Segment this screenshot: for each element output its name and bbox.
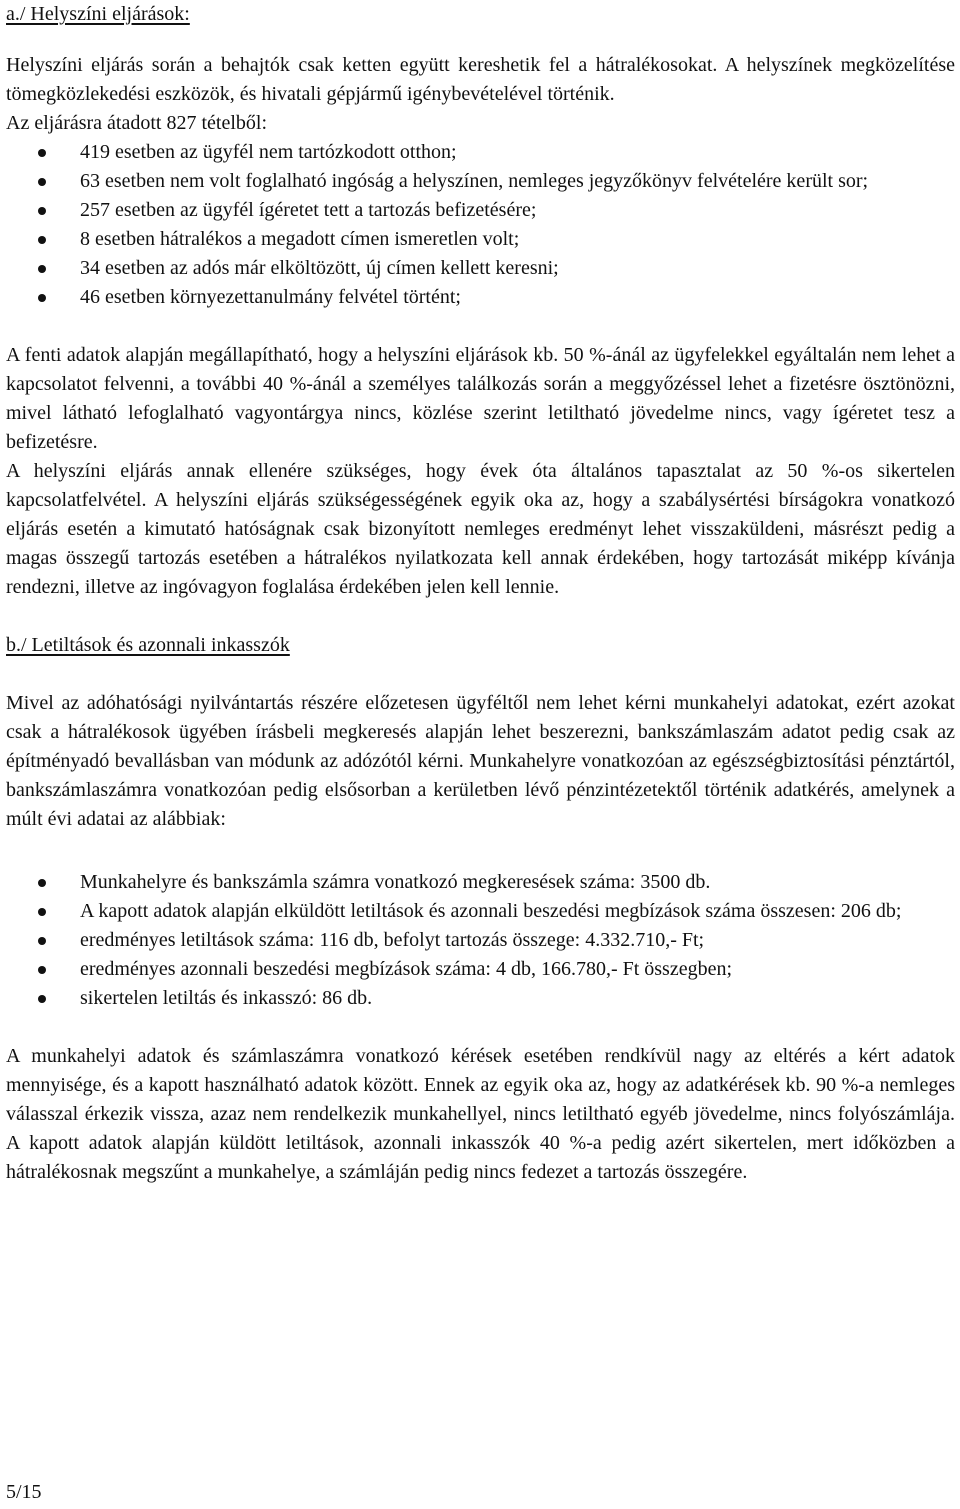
list-item: sikertelen letiltás és inkasszó: 86 db. [6,984,955,1013]
list-item: A kapott adatok alapján elküldött letiltások és azonnali beszedési megbízások száma összesen: 206 db; [6,897,955,926]
section-b-intro: Mivel az adóhatósági nyilvántartás részére előzetesen ügyféltől nem lehet kérni munkahelyi adatokat, ezért azokat csak a hátralékosok ügyében írásbeli megkeresés alapján lehet beszerezni, bankszámlaszám adatot pedig csak az építményadó bevallásban van módunk az adózótól kérni. Munkahelyre vonatkozóan az egészségbiztosítási pénztártól, bankszámlaszámra vonatkozóan pedig elsősorban a kerületben lévő pénzintézetektől történik adatkérés, amelynek a múlt évi adatai az alábbiak: [6,692,955,830]
list-item: Munkahelyre és bankszámla számra vonatkozó megkeresések száma: 3500 db. [6,868,955,897]
list-item: 46 esetben környezettanulmány felvétel történt; [6,283,955,312]
section-a-necessity: A helyszíni eljárás annak ellenére szükséges, hogy évek óta általános tapasztalat az 50 %-os sikertelen kapcsolatfelvétel. A helyszíni eljárás szükségességének egyik oka az, hogy a szabálysértési bírságokra vonatkozó eljárás esetén a kimutató hatóságnak csak bizonyított nemleges eredményt lehet visszaküldeni, másrészt pedig a magas összegű tartozás esetében a hátralékos nyilatkozata kell annak érdekében, hogy tartozását miképp kívánja rendezni, illetve az ingóvagyon foglalása érdekében jelen kell lennie. [6,460,955,598]
list-item: eredményes azonnali beszedési megbízások száma: 4 db, 166.780,- Ft összegben; [6,955,955,984]
section-a-intro: Helyszíni eljárás során a behajtók csak ketten együtt kereshetik fel a hátralékosokat. A helyszínek megközelítése tömegközlekedési eszközök, és hivatali gépjármű igénybevételével történik. [6,54,955,105]
section-a-heading: a./ Helyszíni eljárások: [6,3,190,25]
list-item: 419 esetben az ügyfél nem tartózkodott otthon; [6,138,955,167]
list-item: 34 esetben az adós már elköltözött, új címen kellett keresni; [6,254,955,283]
page-number: 5/15 [6,1481,42,1503]
section-b-heading: b./ Letiltások és azonnali inkasszók [6,634,290,656]
list-item: eredményes letiltások száma: 116 db, befolyt tartozás összege: 4.332.710,- Ft; [6,926,955,955]
section-a-conclusion: A fenti adatok alapján megállapítható, hogy a helyszíni eljárások kb. 50 %-ánál az ügyfelekkel egyáltalán nem lehet a kapcsolatot felvenni, a további 40 %-ánál a személyes találkozás során a meggyőzéssel lehet a fizetésre ösztönözni, mivel látható lefoglalható vagyontárgya nincs, közlése szerint letiltható jövedelme nincs, vagy ígéretet tesz a befizetésre. [6,344,955,453]
list-item: 63 esetben nem volt foglalható ingóság a helyszínen, nemleges jegyzőkönyv felvételére került sor; [6,167,955,196]
list-item: 257 esetben az ügyfél ígéretet tett a tartozás befizetésére; [6,196,955,225]
list-item: 8 esetben hátralékos a megadott címen ismeretlen volt; [6,225,955,254]
section-b-conclusion: A munkahelyi adatok és számlaszámra vonatkozó kérések esetében rendkívül nagy az eltérés a kért adatok mennyisége, és a kapott használható adatok között. Ennek az egyik oka az, hogy az adatkérések kb. 90 %-a nemleges válasszal érkezik vissza, azaz nem rendelkezik munkahellyel, nincs letiltható egyéb jövedelme, nincs folyószámlája. A kapott adatok alapján küldött letiltások, azonnali inkasszók 40 %-a pedig azért sikertelen, mert időközben a hátralékosnak megszűnt a munkahelye, a számláján pedig nincs fedezet a tartozás összegére. [6,1045,955,1183]
section-a-list-intro: Az eljárásra átadott 827 tételből: [6,112,268,134]
section-a-list [6,138,955,312]
document-page [6,0,955,1187]
section-b-list [6,868,955,1013]
